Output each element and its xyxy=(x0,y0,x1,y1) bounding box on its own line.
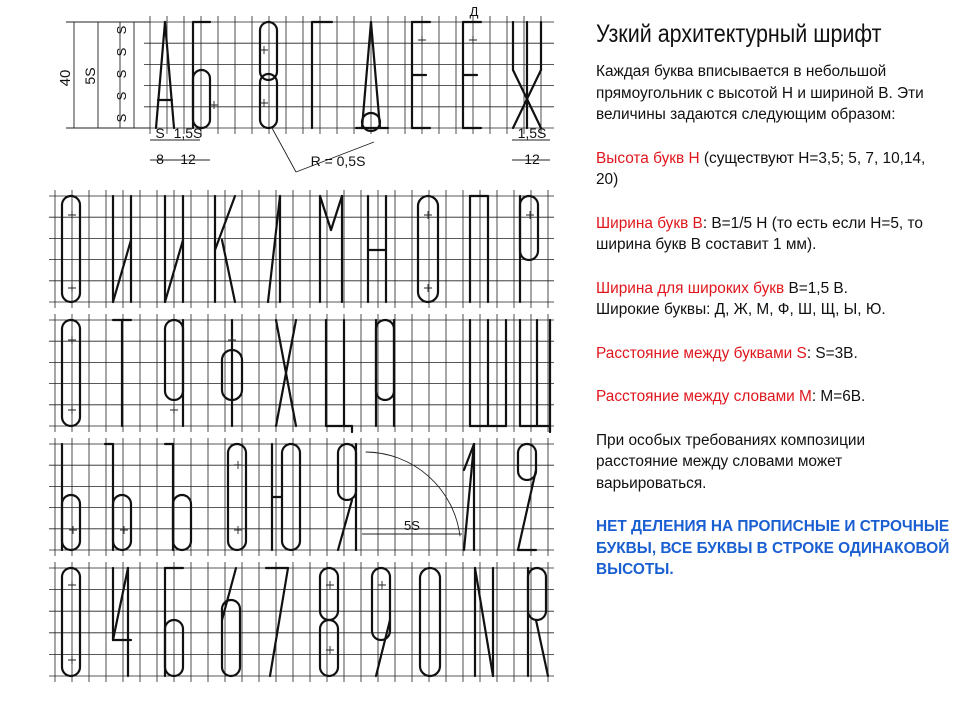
width-text: : В=1/5 Н (то есть если Н=5, то ширина букв В составит 1 мм). xyxy=(596,214,923,253)
dimension-text: 12 xyxy=(524,151,540,167)
letter-stroke xyxy=(173,495,191,550)
construction-mark xyxy=(234,526,242,534)
dimension-text: S xyxy=(114,91,129,101)
height-paragraph xyxy=(596,148,950,191)
height-text: (существуют Н=3,5; 5, 7, 10,14, 20) xyxy=(596,149,926,188)
construction-mark xyxy=(120,526,128,534)
construction-mark xyxy=(68,211,76,219)
dimension-text: 1,5S xyxy=(517,125,547,141)
letter-stroke xyxy=(475,568,493,676)
letter-stroke xyxy=(376,320,394,400)
construction-mark xyxy=(69,526,77,534)
dimension-text: S xyxy=(114,25,129,35)
letter-stroke xyxy=(113,495,131,550)
letter-stroke xyxy=(193,70,210,128)
dimension-text: S xyxy=(155,125,165,141)
leader-line xyxy=(272,128,296,172)
construction-mark xyxy=(424,284,432,292)
letter-stroke xyxy=(518,470,536,550)
letter-stroke xyxy=(331,196,342,230)
dimension-text: S xyxy=(114,47,129,57)
letter-stroke xyxy=(222,240,235,302)
letter-stroke xyxy=(62,196,80,302)
construction-mark xyxy=(378,581,386,589)
construction-mark xyxy=(68,284,76,292)
construction-mark xyxy=(68,336,76,344)
letter-stroke xyxy=(260,74,277,128)
radius-label: R = 0,5S xyxy=(310,153,366,169)
page-title: Узкий архитектурный шрифт xyxy=(596,20,882,48)
letter-stroke xyxy=(420,568,440,676)
wide-text: В=1,5 В. xyxy=(784,279,848,297)
construction-mark xyxy=(68,581,76,589)
letter-stroke xyxy=(113,240,131,302)
dimension-text: 8 xyxy=(156,151,164,167)
spacing-text: : S=3B. xyxy=(806,344,858,362)
word-spacing-text: : М=6В. xyxy=(811,388,866,405)
letter-stroke xyxy=(260,22,277,80)
note-paragraph: НЕТ ДЕЛЕНИЯ НА ПРОПИСНЫЕ И СТРОЧНЫЕ БУКВЫ, ВСЕ БУКВЫ В СТРОКЕ ОДИНАКОВОЙ ВЫСОТЫ. xyxy=(596,518,950,578)
letter-stroke xyxy=(222,568,236,620)
width-label: Ширина букв В xyxy=(596,214,703,232)
wide-label: Ширина для широких букв xyxy=(596,279,785,297)
construction-mark xyxy=(68,656,76,664)
letter-stroke xyxy=(320,196,331,230)
special-paragraph: При особых требованиях композиции расстояние между словами может варьироваться. xyxy=(596,431,866,492)
letter-mark: Д xyxy=(469,4,479,19)
word-spacing-paragraph xyxy=(596,386,950,408)
letter-stroke xyxy=(270,568,288,676)
construction-mark xyxy=(526,211,534,219)
dimension-text: 40 xyxy=(57,69,74,87)
spacing-paragraph xyxy=(596,343,950,365)
letter-stroke xyxy=(320,620,338,676)
spacing-label: Расстояние между буквами S xyxy=(596,344,807,362)
construction-mark xyxy=(68,406,76,414)
width-paragraph xyxy=(596,213,950,256)
dimension-text: S xyxy=(114,113,129,123)
dimension-text: 12 xyxy=(180,151,196,167)
letter-stroke xyxy=(268,196,280,302)
text-panel xyxy=(590,20,950,603)
intro-paragraph: Каждая буква вписывается в небольшой прямоугольник с высотой Н и шириной В. Эти величины задаются следующим образом: xyxy=(596,63,924,123)
construction-mark xyxy=(228,336,236,344)
letter-stroke xyxy=(165,22,174,128)
dimension-text: 5S xyxy=(404,518,420,533)
construction-mark xyxy=(424,211,432,219)
wide-paragraph xyxy=(596,278,950,321)
letter-stroke xyxy=(518,444,536,480)
letter-stroke xyxy=(282,444,300,550)
letter-stroke xyxy=(338,444,356,500)
letter-stroke xyxy=(113,568,128,640)
letter-stroke xyxy=(536,620,548,676)
dimension-text: 1,5S xyxy=(173,125,203,141)
letter-stroke xyxy=(62,495,80,550)
letter-stroke xyxy=(228,444,246,550)
construction-mark xyxy=(234,461,242,469)
wide-letters-text: Широкие буквы: Д, Ж, М, Ф, Ш, Щ, Ы, Ю. xyxy=(596,301,886,318)
dimension-text: 5S xyxy=(82,67,98,85)
construction-mark xyxy=(170,406,178,414)
word-spacing-label: Расстояние между словами М xyxy=(596,388,812,405)
construction-mark xyxy=(260,46,268,54)
letter-stroke xyxy=(520,196,538,260)
dimension-text: S xyxy=(114,69,129,79)
height-label: Высота букв Н xyxy=(596,149,700,167)
construction-mark xyxy=(210,101,218,109)
construction-mark xyxy=(260,99,268,107)
letter-stroke xyxy=(156,22,165,128)
letter-stroke xyxy=(320,568,338,620)
